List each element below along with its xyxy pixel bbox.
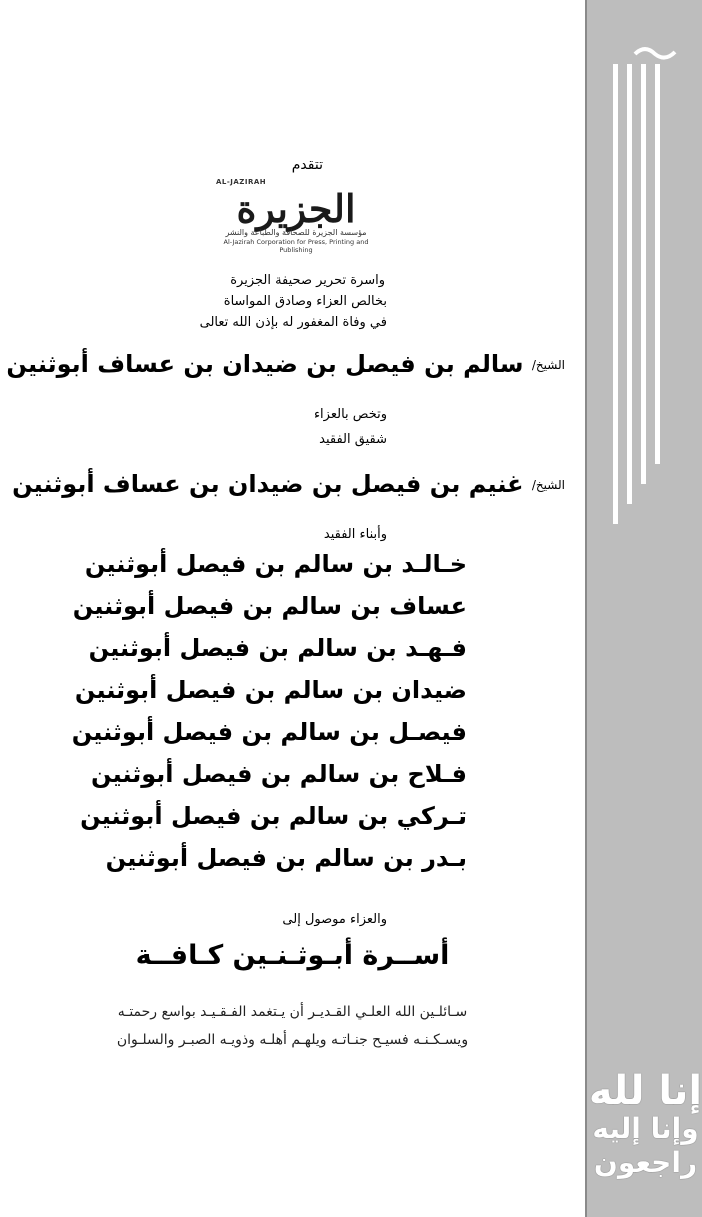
al-jazirah-logo xyxy=(206,178,386,258)
side-line-3: راجعون xyxy=(593,1146,698,1179)
logo-arabic-text: الجزيرة xyxy=(236,186,356,231)
son-name: تـركي بن سالم بن فيصل أبوثنين xyxy=(80,802,467,830)
special-condolence-line: وتخص بالعزاء xyxy=(313,407,387,422)
brother-name: غنيم بن فيصل بن ضيدان بن عساف أبوثنين xyxy=(12,470,524,498)
brother-name-row xyxy=(12,470,565,498)
prayer-line-2: ويسـكـنـه فسيـح جنـاتـه ويلهـم أهلـه وذويـه الصبـر والسلـوان xyxy=(116,1032,469,1048)
son-name: خـالـد بن سالم بن فيصل أبوثنين xyxy=(84,550,467,578)
son-name: بـدر بن سالم بن فيصل أبوثنين xyxy=(105,844,467,872)
son-name: عساف بن سالم بن فيصل أبوثنين xyxy=(72,592,467,620)
side-line-2: وإنا إليه xyxy=(592,1112,699,1145)
side-line-1: إنا لله xyxy=(588,1068,702,1114)
son-name: فيصـل بن سالم بن فيصل أبوثنين xyxy=(71,718,467,746)
deceased-name-row xyxy=(6,350,565,378)
logo-english-subtitle: Al-Jazirah Corporation for Press, Printing and Publishing xyxy=(223,238,369,254)
son-name: فـهـد بن سالم بن فيصل أبوثنين xyxy=(88,634,467,662)
deceased-name: سالم بن فيصل بن ضيدان بن عساف أبوثنين xyxy=(6,350,524,378)
family-name: أســرة أبـوثـنـين كـافــة xyxy=(135,940,450,971)
side-panel xyxy=(585,0,702,1217)
extended-condolence-line: والعزاء موصول إلى xyxy=(282,912,387,927)
condolence-line: بخالص العزاء وصادق المواساة xyxy=(223,294,387,309)
death-line: في وفاة المغفور له بإذن الله تعالى xyxy=(199,315,387,330)
brother-title: الشيخ/ xyxy=(531,478,565,492)
brother-relation: شقيق الفقيد xyxy=(319,432,387,447)
staff-line: واسرة تحرير صحيفة الجزيرة xyxy=(230,273,385,288)
deceased-title: الشيخ/ xyxy=(531,358,565,372)
logo-arabic-subtitle: مؤسسة الجزيرة للصحافة والطباعة والنشر xyxy=(225,228,367,237)
logo-english-text: AL-JAZIRAH xyxy=(216,178,267,186)
son-name: ضيدان بن سالم بن فيصل أبوثنين xyxy=(74,676,467,704)
sons-heading: وأبناء الفقيد xyxy=(323,527,387,542)
son-name: فـلاح بن سالم بن فيصل أبوثنين xyxy=(91,760,467,788)
calligraphy-ornament-icon xyxy=(605,44,685,524)
prayer-line-1: سـائلـين الله العلـي القـديـر أن يـتغمد الفـقـيـد بواسع رحمتـه xyxy=(117,1004,468,1020)
presents-text: تتقدم xyxy=(291,157,323,173)
